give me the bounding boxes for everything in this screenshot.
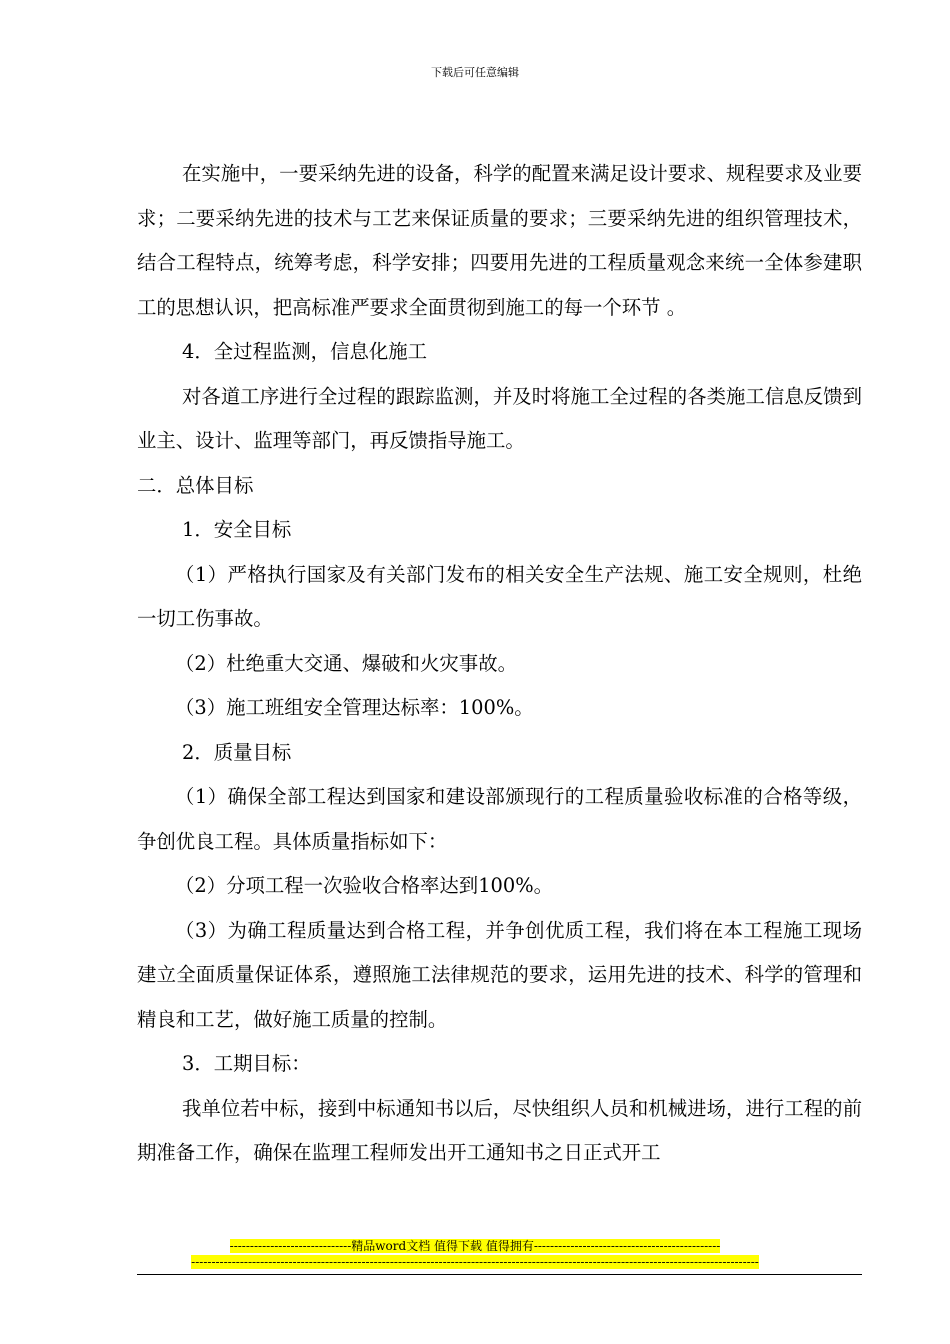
list-item-safety-3: （3）施工班组安全管理达标率：100%。 — [175, 696, 534, 719]
list-item-safety-2: （2）杜绝重大交通、爆破和火灾事故。 — [175, 651, 517, 675]
footer-banner-text-2: -------------------------------------------------------------------------------------------------------------------------------------------- — [191, 1255, 759, 1269]
paragraph-implementation: 在实施中，一要采纳先进的设备，科学的配置来满足设计要求、规程要求及业要求；二要采纳先进的技术与工艺来保证质量的要求；三要采纳先进的组织管理技术，结合工程特点，统筹考虑，科学安排；四要用先进的工程质量观念来统一全体参建职工的思想认识，把高标准严要求全面贯彻到施工的每一个环节 。 — [137, 162, 862, 319]
paragraph-monitoring: 对各道工序进行全过程的跟踪监测，并及时将施工全过程的各类施工信息反馈到业主、设计、监理等部门，再反馈指导施工。 — [137, 384, 862, 452]
list-item-quality-2: （2）分项工程一次验收合格率达到100%。 — [175, 874, 554, 897]
section-heading-overall-goals: 二．总体目标 — [137, 473, 254, 497]
heading-quality-goals: 2．质量目标 — [182, 740, 292, 764]
footer-banner-line-2 — [0, 1255, 950, 1269]
footer-divider — [137, 1274, 862, 1275]
footer-banner-line-1 — [0, 1239, 950, 1253]
heading-monitoring: 4．全过程监测，信息化施工 — [182, 340, 428, 363]
list-item-quality-1: （1）确保全部工程达到国家和建设部颁现行的工程质量验收标准的合格等级，争创优良工程。具体质量指标如下： — [137, 785, 862, 853]
list-item-quality-3: （3）为确工程质量达到合格工程，并争创优质工程，我们将在本工程施工现场建立全面质量保证体系，遵照施工法律规范的要求，运用先进的技术、科学的管理和精良和工艺，做好施工质量的控制。 — [137, 918, 862, 1031]
heading-safety-goals: 1．安全目标 — [182, 518, 292, 541]
page-header — [0, 66, 950, 80]
heading-schedule-goals: 3．工期目标： — [182, 1052, 311, 1075]
header-text: 下载后可任意编辑 — [431, 66, 519, 79]
list-item-safety-1: （1）严格执行国家及有关部门发布的相关安全生产法规、施工安全规则，杜绝一切工伤事故。 — [137, 562, 862, 630]
footer-banner-text-1: ------------------------------精品word文档 值得下载 值得拥有---------------------------------------------- — [229, 1239, 721, 1253]
paragraph-schedule: 我单位若中标，接到中标通知书以后，尽快组织人员和机械进场，进行工程的前期准备工作，确保在监理工程师发出开工通知书之日正式开工 — [137, 1096, 862, 1164]
document-body — [137, 152, 862, 1176]
